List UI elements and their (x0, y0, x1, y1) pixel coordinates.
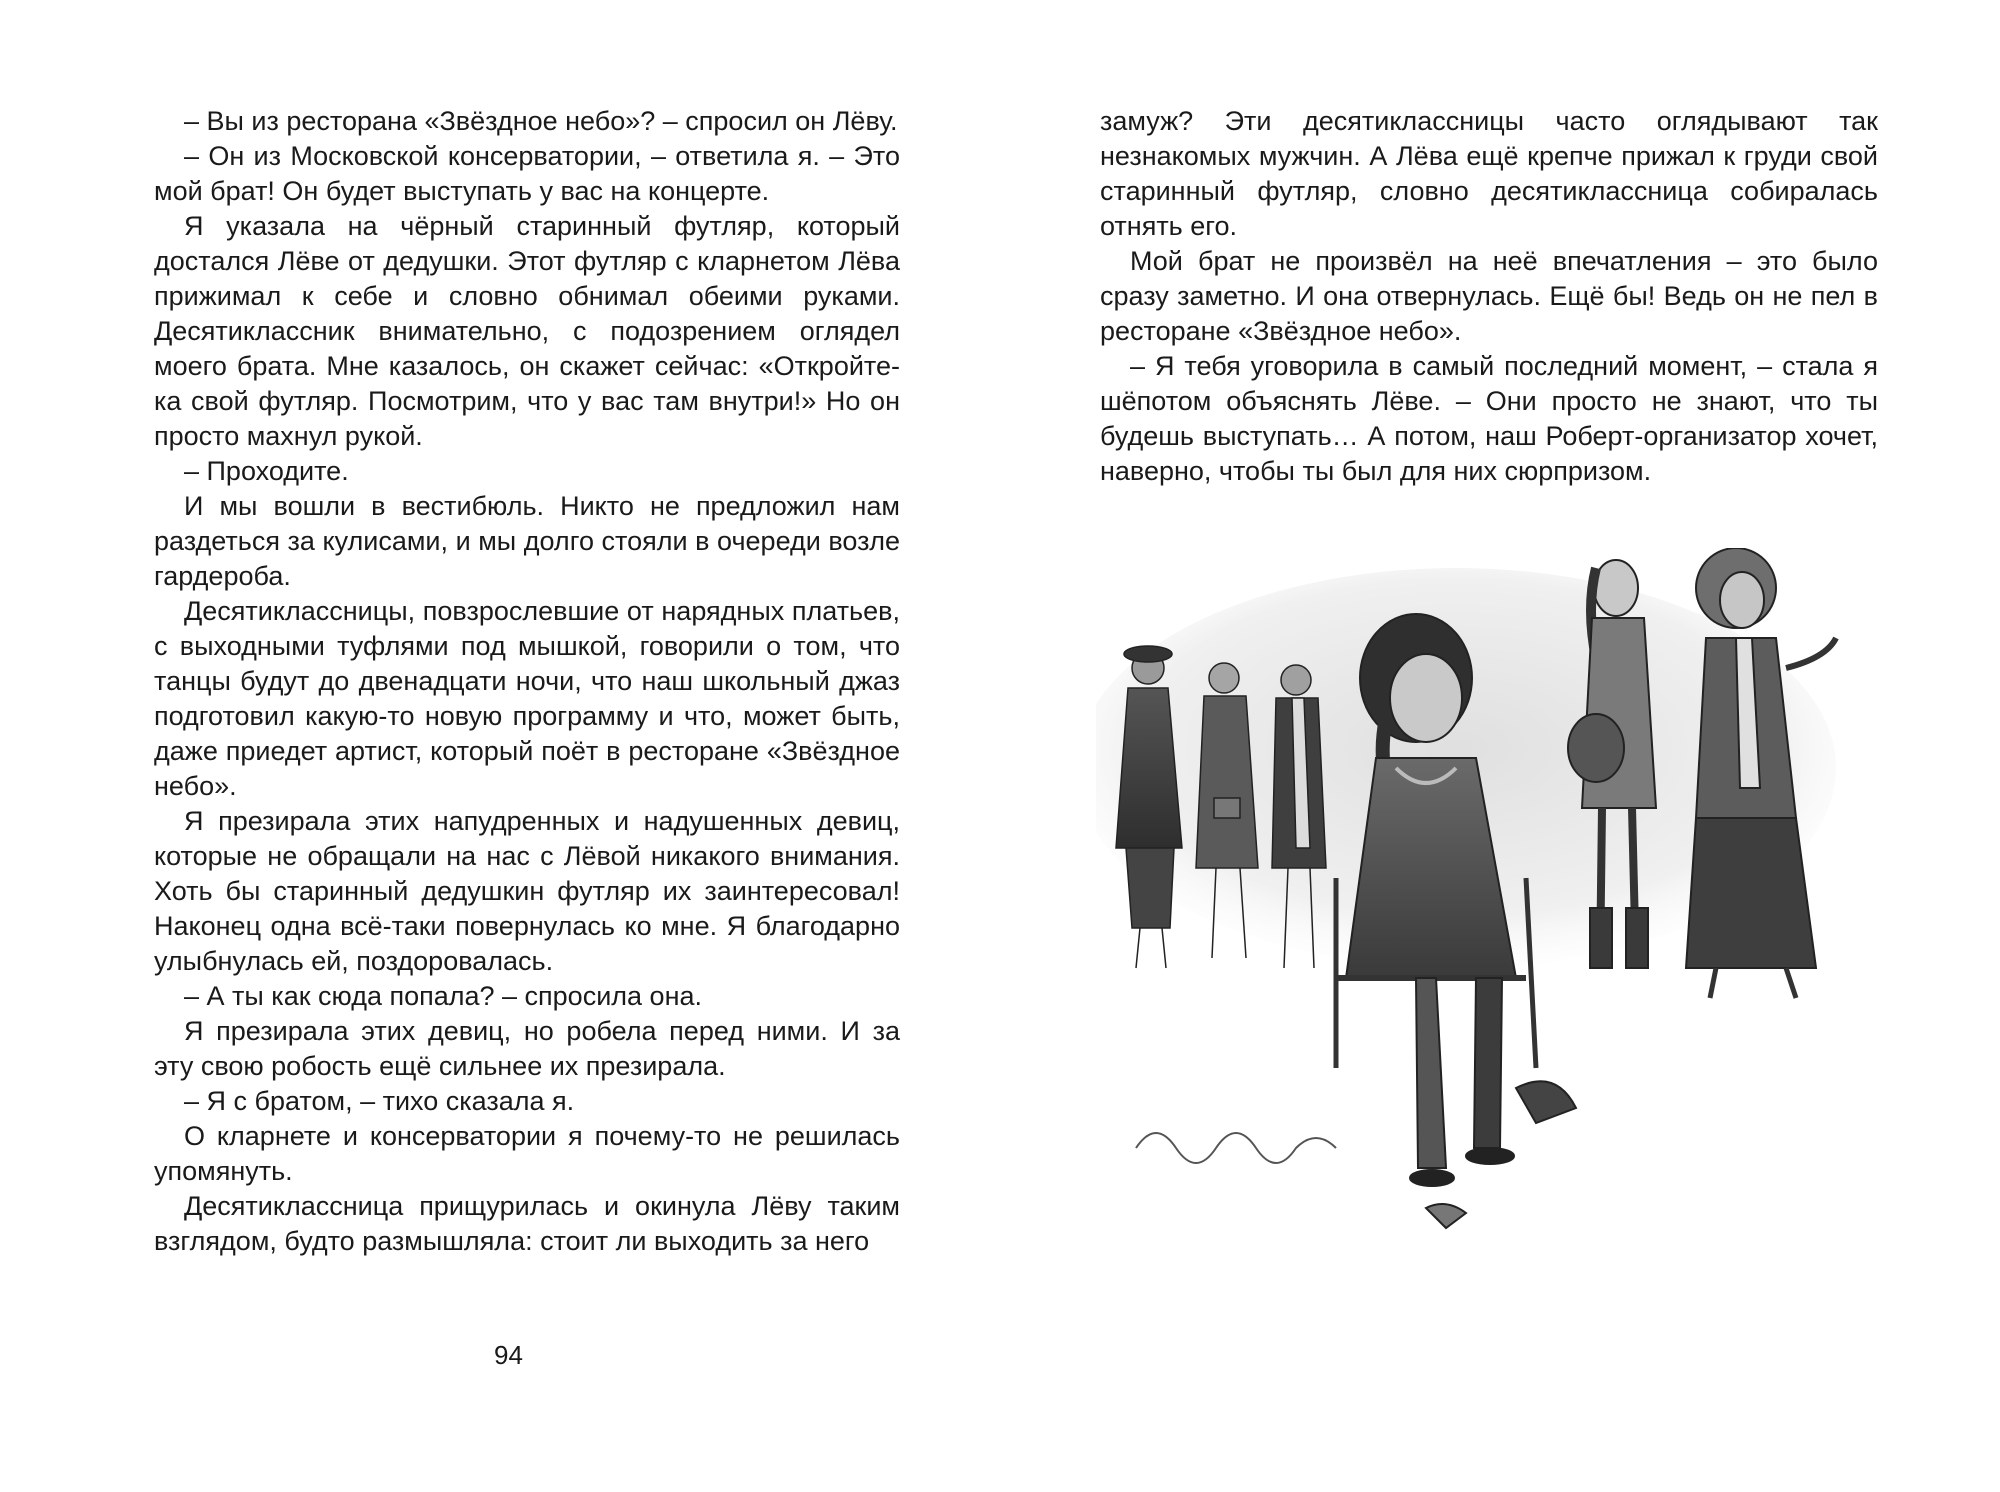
paragraph: – Он из Московской консерватории, – ответила я. – Это мой брат! Он будет выступать у вас на концерте. (154, 141, 900, 206)
paragraph: Я презирала этих девиц, но робела перед ними. И за эту свою робость ещё сильнее их презирала. (154, 1016, 900, 1081)
right-page (1000, 0, 2000, 1492)
paragraph: замуж? Эти десятиклассницы часто оглядывают так незнакомых мужчин. А Лёва ещё крепче прижал к груди свой старинный футляр, словно десятиклассница собиралась отнять его. (1100, 106, 1878, 241)
page-number: 94 (494, 1340, 523, 1370)
paragraph: Я указала на чёрный старинный футляр, который достался Лёве от дедушки. Этот футляр с кларнетом Лёва прижимал к себе и словно обнимал обеими руками. Десятиклассник внимательно, с подозрением оглядел моего брата. Мне казалось, он скажет сейчас: «Откройте-ка свой футляр. Посмотрим, что у вас там внутри!» Но он просто махнул рукой. (154, 211, 900, 451)
paragraph: Десятиклассницы, повзрослевшие от нарядных платьев, с выходными туфлями под мышкой, говорили о том, что танцы будут до двенадцати ночи, что наш школьный джаз подготовил какую-то новую программу и что, может быть, даже приедет артист, который поёт в ресторане «Звёздное небо». (154, 596, 900, 801)
paragraph: – Вы из ресторана «Звёздное небо»? – спросил он Лёву. (184, 106, 898, 136)
right-page-text (1100, 104, 1878, 489)
paragraph: – Проходите. (184, 456, 349, 486)
paragraph: О кларнете и консерватории я почему-то не решилась упомянуть. (154, 1121, 900, 1186)
paragraph: – А ты как сюда попала? – спросила она. (184, 981, 702, 1011)
illustration-girls-in-cloakroom (1096, 548, 1886, 1308)
paragraph: – Я с братом, – тихо сказала я. (184, 1086, 575, 1116)
paragraph: Десятиклассница прищурилась и окинула Лёву таким взглядом, будто размышляла: стоит ли выходить за него (154, 1191, 900, 1256)
paragraph: Мой брат не произвёл на неё впечатления – это было сразу заметно. И она отвернулась. Ещё бы! Ведь он не пел в ресторане «Звёздное небо». (1100, 246, 1878, 346)
ribbon-scribble (1136, 1133, 1336, 1163)
left-page-text (154, 104, 900, 1259)
paragraph: Я презирала этих напудренных и надушенных девиц, которые не обращали на нас с Лёвой никакого внимания. Хоть бы старинный дедушкин футляр их заинтересовал! Наконец одна всё-таки повернулась ко мне. Я благодарно улыбнулась ей, поздоровалась. (154, 806, 900, 976)
paragraph: И мы вошли в вестибюль. Никто не предложил нам раздеться за кулисами, и мы долго стояли в очереди возле гардероба. (154, 491, 900, 591)
paragraph: – Я тебя уговорила в самый последний момент, – стала я шёпотом объяснять Лёве. – Они просто не знают, что ты будешь выступать… А потом, наш Роберт-организатор хочет, наверно, чтобы ты был для них сюрпризом. (1100, 351, 1878, 486)
